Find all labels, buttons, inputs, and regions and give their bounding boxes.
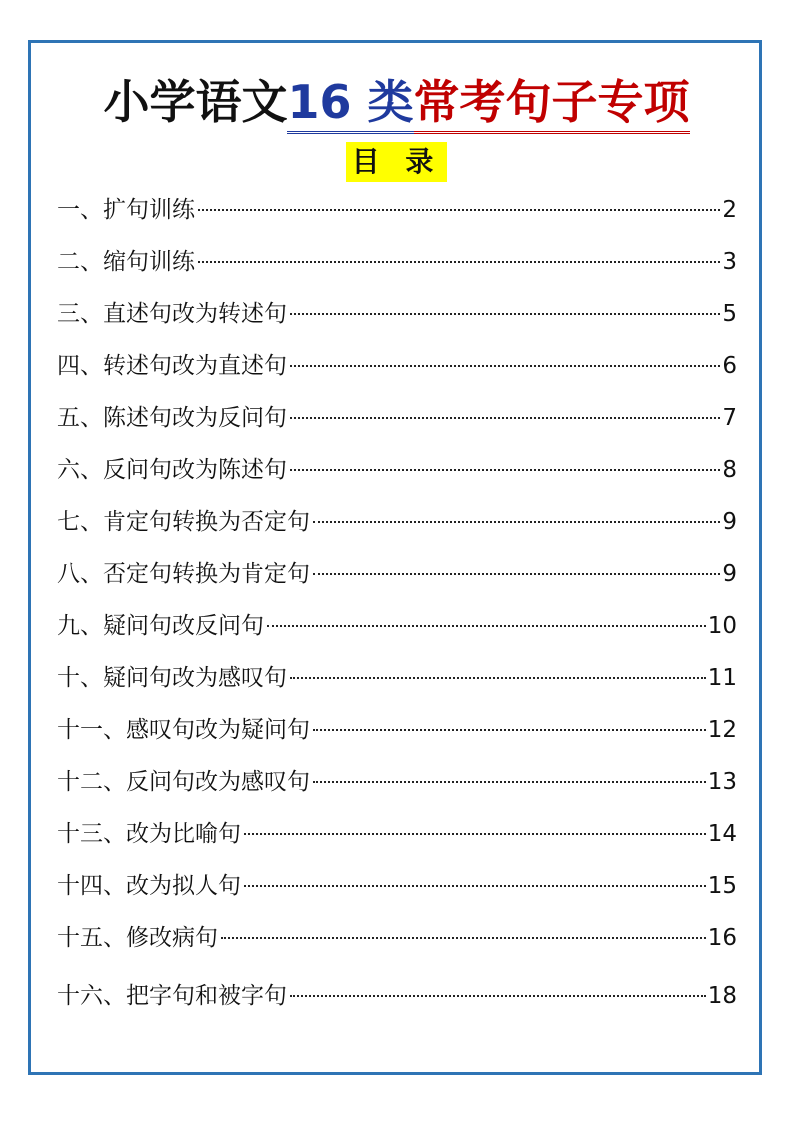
toc-dot-leader — [290, 417, 720, 419]
table-of-contents — [57, 190, 737, 1028]
subtitle-container — [0, 142, 793, 182]
toc-entry[interactable] — [57, 762, 737, 814]
toc-entry[interactable] — [57, 866, 737, 918]
toc-dot-leader — [313, 729, 706, 731]
toc-dot-leader — [244, 833, 706, 835]
toc-entry-page: 5 — [722, 301, 737, 327]
toc-entry[interactable] — [57, 606, 737, 658]
title-part-count: 16 类 — [287, 75, 413, 134]
toc-dot-leader — [290, 995, 706, 997]
toc-entry[interactable] — [57, 918, 737, 970]
toc-entry-page: 7 — [722, 405, 737, 431]
toc-entry-label: 八、否定句转换为肯定句 — [57, 561, 310, 587]
toc-entry[interactable] — [57, 242, 737, 294]
toc-dot-leader — [267, 625, 706, 627]
toc-entry-page: 6 — [722, 353, 737, 379]
toc-dot-leader — [290, 677, 706, 679]
toc-entry[interactable] — [57, 346, 737, 398]
toc-dot-leader — [290, 365, 720, 367]
toc-entry-label: 四、转述句改为直述句 — [57, 353, 287, 379]
toc-dot-leader — [221, 937, 706, 939]
toc-entry-label: 五、陈述句改为反问句 — [57, 405, 287, 431]
toc-entry-page: 3 — [722, 249, 737, 275]
toc-entry-page: 13 — [707, 769, 737, 795]
toc-entry-label: 十五、修改病句 — [57, 925, 218, 951]
toc-dot-leader — [244, 885, 706, 887]
toc-entry-page: 11 — [707, 665, 737, 691]
toc-dot-leader — [313, 573, 720, 575]
toc-entry-page: 14 — [707, 821, 737, 847]
toc-entry-label: 三、直述句改为转述句 — [57, 301, 287, 327]
toc-entry-label: 十六、把字句和被字句 — [57, 983, 287, 1009]
toc-entry-label: 十二、反问句改为感叹句 — [57, 769, 310, 795]
toc-dot-leader — [290, 313, 720, 315]
toc-entry[interactable] — [57, 814, 737, 866]
toc-entry[interactable] — [57, 502, 737, 554]
toc-dot-leader — [198, 261, 720, 263]
toc-entry-label: 九、疑问句改反问句 — [57, 613, 264, 639]
toc-entry-label: 十、疑问句改为感叹句 — [57, 665, 287, 691]
toc-entry-page: 12 — [707, 717, 737, 743]
toc-entry-label: 十一、感叹句改为疑问句 — [57, 717, 310, 743]
toc-entry[interactable] — [57, 450, 737, 502]
toc-entry-label: 一、扩句训练 — [57, 197, 195, 223]
toc-entry[interactable] — [57, 554, 737, 606]
toc-entry-page: 15 — [707, 873, 737, 899]
title-part-topic: 常考句子专项 — [414, 75, 690, 134]
toc-entry-page: 8 — [722, 457, 737, 483]
toc-dot-leader — [313, 781, 706, 783]
toc-entry[interactable] — [57, 190, 737, 242]
toc-entry[interactable] — [57, 658, 737, 710]
toc-entry-page: 10 — [707, 613, 737, 639]
toc-dot-leader — [290, 469, 720, 471]
toc-entry-label: 二、缩句训练 — [57, 249, 195, 275]
toc-entry[interactable] — [57, 398, 737, 450]
toc-entry[interactable] — [57, 294, 737, 346]
toc-entry[interactable] — [57, 710, 737, 762]
toc-entry-page: 9 — [722, 561, 737, 587]
toc-entry-label: 七、肯定句转换为否定句 — [57, 509, 310, 535]
toc-entry-page: 2 — [722, 197, 737, 223]
contents-heading: 目 录 — [346, 142, 448, 182]
title-part-grade-subject: 小学语文 — [103, 75, 288, 129]
toc-entry-label: 六、反问句改为陈述句 — [57, 457, 287, 483]
document-title — [0, 72, 793, 132]
toc-entry-label: 十四、改为拟人句 — [57, 873, 241, 899]
toc-entry[interactable] — [57, 976, 737, 1028]
toc-dot-leader — [198, 209, 720, 211]
toc-dot-leader — [313, 521, 720, 523]
toc-entry-page: 9 — [722, 509, 737, 535]
toc-entry-label: 十三、改为比喻句 — [57, 821, 241, 847]
toc-entry-page: 16 — [707, 925, 737, 951]
toc-entry-page: 18 — [707, 983, 737, 1009]
